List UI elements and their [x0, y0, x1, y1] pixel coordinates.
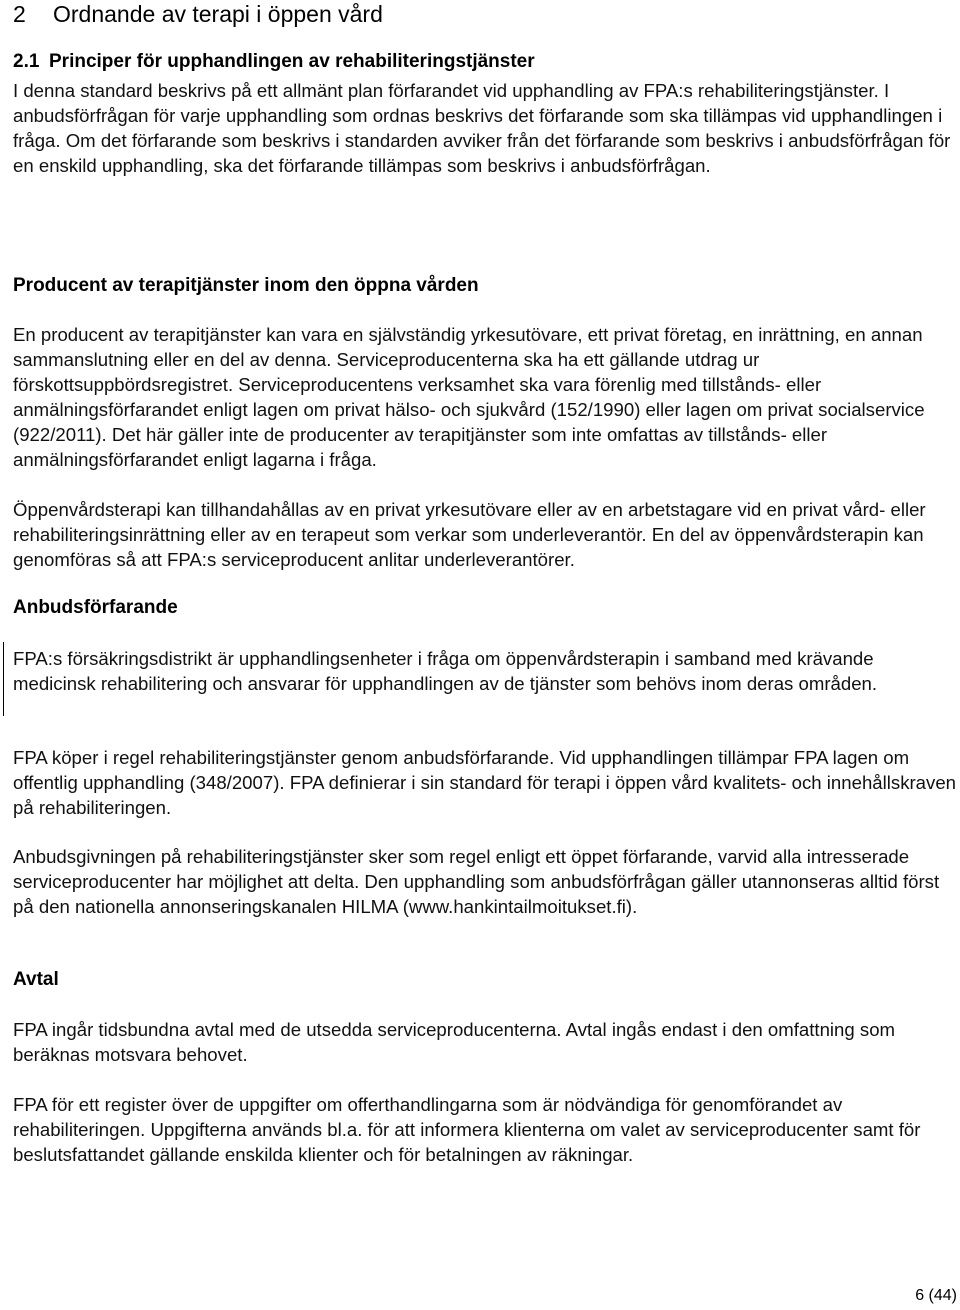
producer-paragraph-2: Öppenvårdsterapi kan tillhandahållas av en privat yrkesutövare eller av en arbetstagare vid en privat vård- eller rehabiliteringsinrättning eller av en terapeut som verkar som underleverantör. En del av öppenvårdsterapin kan genomföras så att FPA:s serviceproducent anlitar underleverantörer.: [13, 499, 926, 570]
tender-paragraph-2: FPA köper i regel rehabiliteringstjänster genom anbudsförfarande. Vid upphandlingen tillämpar FPA lagen om offentlig upphandling (348/2007). FPA definierar i sin standard för terapi i öppen vård kvalitets- och innehållskraven på rehabiliteringen.: [13, 747, 956, 818]
chapter-heading: [13, 0, 383, 28]
chapter-number: 2: [13, 1, 26, 27]
tender-heading: Anbudsförfarande: [13, 597, 178, 618]
section-number: 2.1: [13, 51, 40, 72]
contract-paragraph-1: FPA ingår tidsbundna avtal med de utsedda serviceproducenterna. Avtal ingås endast i den omfattning som beräknas motsvara behovet.: [13, 1019, 896, 1065]
tender-paragraph-3: Anbudsgivningen på rehabiliteringstjänster sker som regel enligt ett öppet förfarande, varvid alla intresserade serviceproducenter har möjlighet att delta. Den upphandling som anbudsförfrågan gäller utannonseras alltid först på den nationella annonseringskanalen HILMA (www.hankintailmoitukset.fi).: [13, 846, 940, 917]
page-number: 6 (44): [915, 1287, 957, 1304]
intro-paragraph: I denna standard beskrivs på ett allmänt plan förfarandet vid upphandling av FPA:s rehabiliteringstjänster. I anbudsförfrågan för varje upphandling som ordnas beskrivs det förfarande som ska tillämpas vid upphandlingen i fråga. Om det förfarande som beskrivs i standarden avviker från det förfarande som beskrivs i anbudsförfrågan för en enskild upphandling, ska det förfarande tillämpas som beskrivs i anbudsförfrågan.: [13, 80, 951, 176]
contract-paragraph-2: FPA för ett register över de uppgifter om offerthandlingarna som är nödvändiga för genomförandet av rehabiliteringen. Uppgifterna används bl.a. för att informera klienterna om valet av serviceproducenter samt för beslutsfattandet gällande enskilda klienter och för betalningen av räkningar.: [13, 1094, 921, 1165]
section-heading: [13, 50, 535, 74]
section-title: Principer för upphandlingen av rehabiliteringstjänster: [49, 51, 535, 72]
chapter-title: Ordnande av terapi i öppen vård: [53, 1, 383, 27]
producer-paragraph-1: En producent av terapitjänster kan vara en självständig yrkesutövare, ett privat företag, en inrättning, en annan sammanslutning eller en del av denna. Serviceproducenterna ska ha ett gällande utdrag ur förskottsuppbördsregistret. Serviceproducentens verksamhet ska vara förenlig med tillstånds- eller anmälningsförfarandet enligt lagen om privat hälso- och sjukvård (152/1990) eller lagen om privat socialservice (922/2011). Det här gäller inte de producenter av terapitjänster som inte omfattas av tillstånds- eller anmälningsförfarandet enligt lagarna i fråga.: [13, 324, 925, 470]
contract-heading: Avtal: [13, 969, 59, 990]
revision-bar: [3, 642, 4, 716]
tender-paragraph-1: FPA:s försäkringsdistrikt är upphandlingsenheter i fråga om öppenvårdsterapin i samband med krävande medicinsk rehabilitering och ansvarar för upphandlingen av de tjänster som behövs inom deras områden.: [13, 648, 878, 694]
producer-heading: Producent av terapitjänster inom den öppna vården: [13, 275, 479, 296]
